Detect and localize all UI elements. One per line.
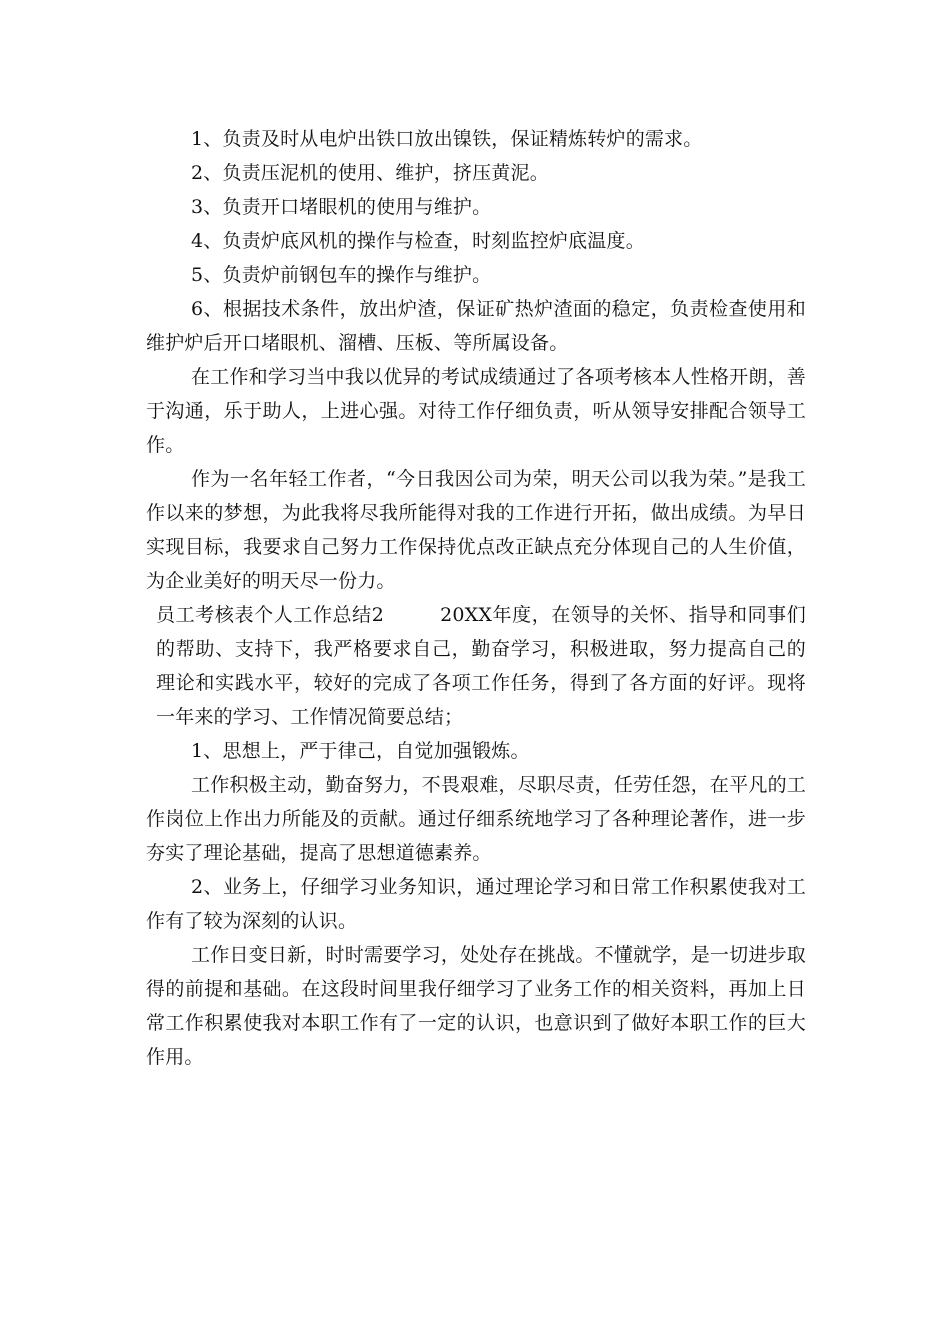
section-intro-text: 20XX年度，在领导的关怀、指导和同事们的帮助、支持下，我严格要求自己，勤奋学习，积极进取，努力提高自己的理论和实践水平，较好的完成了各项工作任务，得到了各方面的好评。现将一年来的学习、工作情况简要总结； [156, 604, 807, 728]
summary-item-1: 1、思想上，严于律己，自觉加强锻炼。 [191, 740, 530, 762]
duty-item-6: 6、根据技术条件，放出炉渣，保证矿热炉渣面的稳定，负责检查使用和维护炉后开口堵眼机、溜槽、压板、等所属设备。 [146, 298, 806, 354]
section-2-intro [156, 598, 806, 734]
work-attitude-paragraph: 工作积极主动，勤奋努力，不畏艰难，尽职尽责，任劳任怨，在平凡的工作岗位上作出力所能及的贡献。通过仔细系统地学习了各种理论著作，进一步夯实了理论基础，提高了思想道德素养。 [146, 774, 806, 864]
section-title: 员工考核表个人工作总结2 [156, 604, 385, 626]
duty-item-4: 4、负责炉底风机的操作与检查，时刻监控炉底温度。 [191, 230, 645, 252]
duty-item-2: 2、负责压泥机的使用、维护，挤压黄泥。 [191, 162, 549, 184]
document-body [146, 122, 806, 1074]
learning-paragraph: 工作日变日新，时时需要学习，处处存在挑战。不懂就学，是一切进步取得的前提和基础。在这段时间里我仔细学习了业务工作的相关资料，再加上日常工作积累使我对本职工作有了一定的认识，也意识到了做好本职工作的巨大作用。 [146, 944, 806, 1068]
duty-item-1: 1、负责及时从电炉出铁口放出镍铁，保证精炼转炉的需求。 [191, 128, 703, 150]
personality-paragraph: 在工作和学习当中我以优异的考试成绩通过了各项考核本人性格开朗，善于沟通，乐于助人，上进心强。对待工作仔细负责，听从领导安排配合领导工作。 [146, 366, 806, 456]
duty-item-3: 3、负责开口堵眼机的使用与维护。 [191, 196, 492, 218]
aspiration-paragraph: 作为一名年轻工作者，“今日我因公司为荣，明天公司以我为荣。”是我工作以来的梦想，为此我将尽我所能得对我的工作进行开拓，做出成绩。为早日实现目标，我要求自己努力工作保持优点改正缺点充分体现自己的人生价值，为企业美好的明天尽一份力。 [146, 468, 806, 592]
duty-item-5: 5、负责炉前钢包车的操作与维护。 [191, 264, 492, 286]
summary-item-2: 2、业务上，仔细学习业务知识，通过理论学习和日常工作积累使我对工作有了较为深刻的认识。 [146, 876, 806, 932]
